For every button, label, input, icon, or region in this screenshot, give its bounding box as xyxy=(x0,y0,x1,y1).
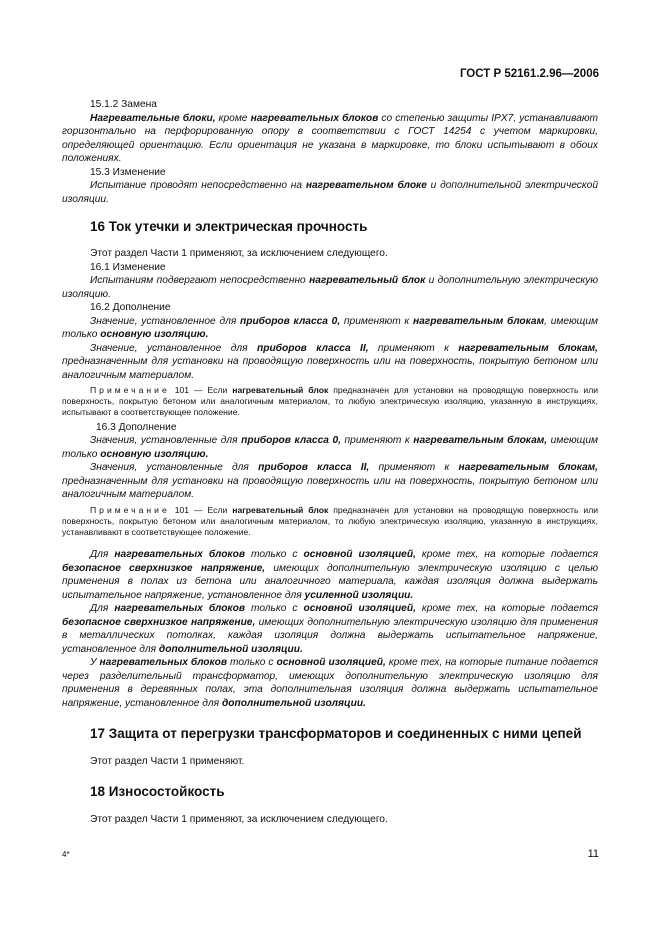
text-run: и дополнительной электрической изоляции. xyxy=(62,180,599,205)
section-heading-18: 18 Износостойкость xyxy=(90,783,225,799)
note xyxy=(62,505,598,539)
term-bold: безопасное сверхнизкое напряжение, xyxy=(62,616,256,628)
clause-text xyxy=(62,461,598,502)
clause-number: 16.1 Изменение xyxy=(90,261,166,273)
text-run: 101 — Если xyxy=(169,385,233,395)
paragraph xyxy=(62,602,598,656)
note-label: Примечание xyxy=(90,504,170,515)
text-run: со степенью защиты IPX7, устанавливают горизонтально на перфорированную опору в соответствии с ГОСТ 14254 с учетом маркировки, определяющей ориентацию. Если ориентация не указана в маркировке, то блоки испытывают в обоих положениях. xyxy=(62,112,599,164)
text-run: кроме тех, на которые подается xyxy=(415,603,599,615)
text-run: Значения, установленные для xyxy=(90,462,259,474)
text-run: Для xyxy=(90,603,115,615)
text-run: имеющих дополнительную электрическую изоляцию для применения в металлических потолках, каждая изоляция должна выдержать испытательное напряжение, установленное для xyxy=(62,616,598,655)
clause-text xyxy=(62,274,598,301)
text-run: предназначенным для установки на проводящую поверхность или на поверхность, покрытую бетоном или аналогичным материалом. xyxy=(62,475,598,501)
term-bold: нагревательных блоков xyxy=(99,657,228,669)
text-run: предназначенным для установки на проводящую поверхность или на поверхность, покрытую бетоном или аналогичным материалом. xyxy=(62,356,598,381)
term-bold: нагревательным блокам, xyxy=(413,435,548,447)
term-bold: нагревательный блок xyxy=(232,385,329,395)
document-code: ГОСТ Р 52161.2.96—2006 xyxy=(459,68,599,80)
term-bold: основную изоляцию. xyxy=(100,448,209,460)
text-run: 101 — Если xyxy=(169,504,233,515)
text-run: Значение, установленное для xyxy=(90,315,240,327)
paragraph xyxy=(62,548,598,602)
clause-number: 15.1.2 Замена xyxy=(90,99,157,110)
page-number: 11 xyxy=(587,848,599,860)
text-run: применяют к xyxy=(369,462,459,474)
clause-text xyxy=(62,434,598,461)
section-intro: Этот раздел Части 1 применяют, за исключением следующего. xyxy=(90,813,388,825)
term-bold: нагревательном блоке xyxy=(305,180,427,191)
clause-text xyxy=(62,342,598,383)
term-bold: дополнительной изоляции. xyxy=(221,697,366,709)
term-bold: основной изоляцией, xyxy=(303,549,416,561)
clause-text xyxy=(62,315,598,342)
clause-text xyxy=(62,179,598,206)
section-heading-16: 16 Ток утечки и электрическая прочность xyxy=(90,219,368,234)
text-run: кроме xyxy=(215,112,251,124)
term-bold: Нагревательные блоки, xyxy=(90,112,216,124)
page-content xyxy=(62,98,598,826)
footer-sheet-mark: 4* xyxy=(62,850,70,859)
term-bold: нагревательных блоков xyxy=(250,112,379,124)
section-intro: Этот раздел Части 1 применяют, за исключением следующего. xyxy=(90,248,388,259)
term-bold: приборов класса 0, xyxy=(240,315,341,327)
text-run: только с xyxy=(244,603,304,615)
text-run: У xyxy=(90,657,100,669)
text-run: и дополнительную электрическую изоляцию. xyxy=(62,275,599,300)
term-bold: приборов класса II, xyxy=(258,462,370,474)
term-bold: приборов класса II, xyxy=(257,342,369,354)
text-run: Испытание проводят непосредственно на xyxy=(90,180,306,191)
term-bold: нагревательных блоков xyxy=(114,603,245,615)
text-run: Значение, установленное для xyxy=(90,342,258,354)
term-bold: нагревательным блокам, xyxy=(458,462,599,474)
clause-number: 16.3 Дополнение xyxy=(96,421,177,433)
text-run: Для xyxy=(90,549,115,561)
clause-number: 15.3 Изменение xyxy=(90,166,166,178)
term-bold: основную изоляцию. xyxy=(100,329,209,340)
text-run: имеющих дополнительную электрическую изоляцию с целью применения в полах из бетона или аналогичного материала, каждая изоляция должна выдержать испытательное напряжение, установленное для xyxy=(62,562,598,601)
clause-text xyxy=(62,112,598,166)
text-run: только с xyxy=(244,549,304,561)
term-bold: дополнительной изоляции. xyxy=(158,643,303,655)
term-bold: усиленной изоляции. xyxy=(304,589,414,601)
section-heading-17: 17 Защита от перегрузки трансформаторов и соединенных с ними цепей xyxy=(90,726,582,742)
term-bold: приборов класса 0, xyxy=(241,435,341,447)
term-bold: основной изоляцией, xyxy=(276,657,386,669)
term-bold: нагревательный блок xyxy=(309,275,426,286)
text-run: кроме тех, на которые подается xyxy=(415,549,599,561)
note xyxy=(62,385,598,419)
text-run: только с xyxy=(227,657,277,669)
text-run: применяют к xyxy=(340,435,414,447)
text-run: кроме тех, на которые питание подается через разделительный трансформатор, имеющих дополнительную электрическую изоляцию для применения в деревянных полах, эта дополнительная изоляция должна выдержать испытательное напряжение, установленное для xyxy=(62,657,599,709)
text-run: имеющим только xyxy=(62,435,598,460)
text-run: Значения, установленные для xyxy=(90,435,242,447)
term-bold: безопасное сверхнизкое напряжение, xyxy=(62,562,266,574)
term-bold: основной изоляцией, xyxy=(303,603,416,615)
clause-number: 16.2 Дополнение xyxy=(90,302,171,313)
text-run: применяют к xyxy=(368,342,459,354)
text-run: предназначен для установки на проводящую поверхность или поверхность, покрытую бетоном или аналогичным материалом, то любую электрическую изоляцию, указанную в инструкциях, испытывают в соответствующее положение. xyxy=(62,385,599,418)
term-bold: нагревательным блокам, xyxy=(458,342,598,354)
term-bold: нагревательных блоков xyxy=(114,549,245,561)
text-run: предназначен для установки на проводящую поверхность или поверхность, покрытую бетоном или аналогичным материалом, то любую электрическую изоляцию, указанную в инструкциях, устанавливают в соответствующее положение. xyxy=(62,504,599,538)
term-bold: нагревательным блокам xyxy=(412,315,545,327)
text-run: применяют к xyxy=(340,315,413,327)
term-bold: нагревательный блок xyxy=(232,504,329,515)
paragraph xyxy=(62,656,598,710)
section-intro: Этот раздел Части 1 применяют. xyxy=(90,756,245,768)
text-run: Испытаниям подвергают непосредственно xyxy=(90,275,310,286)
text-run: , имеющим только xyxy=(62,315,598,340)
note-label: Примечание xyxy=(90,385,170,395)
